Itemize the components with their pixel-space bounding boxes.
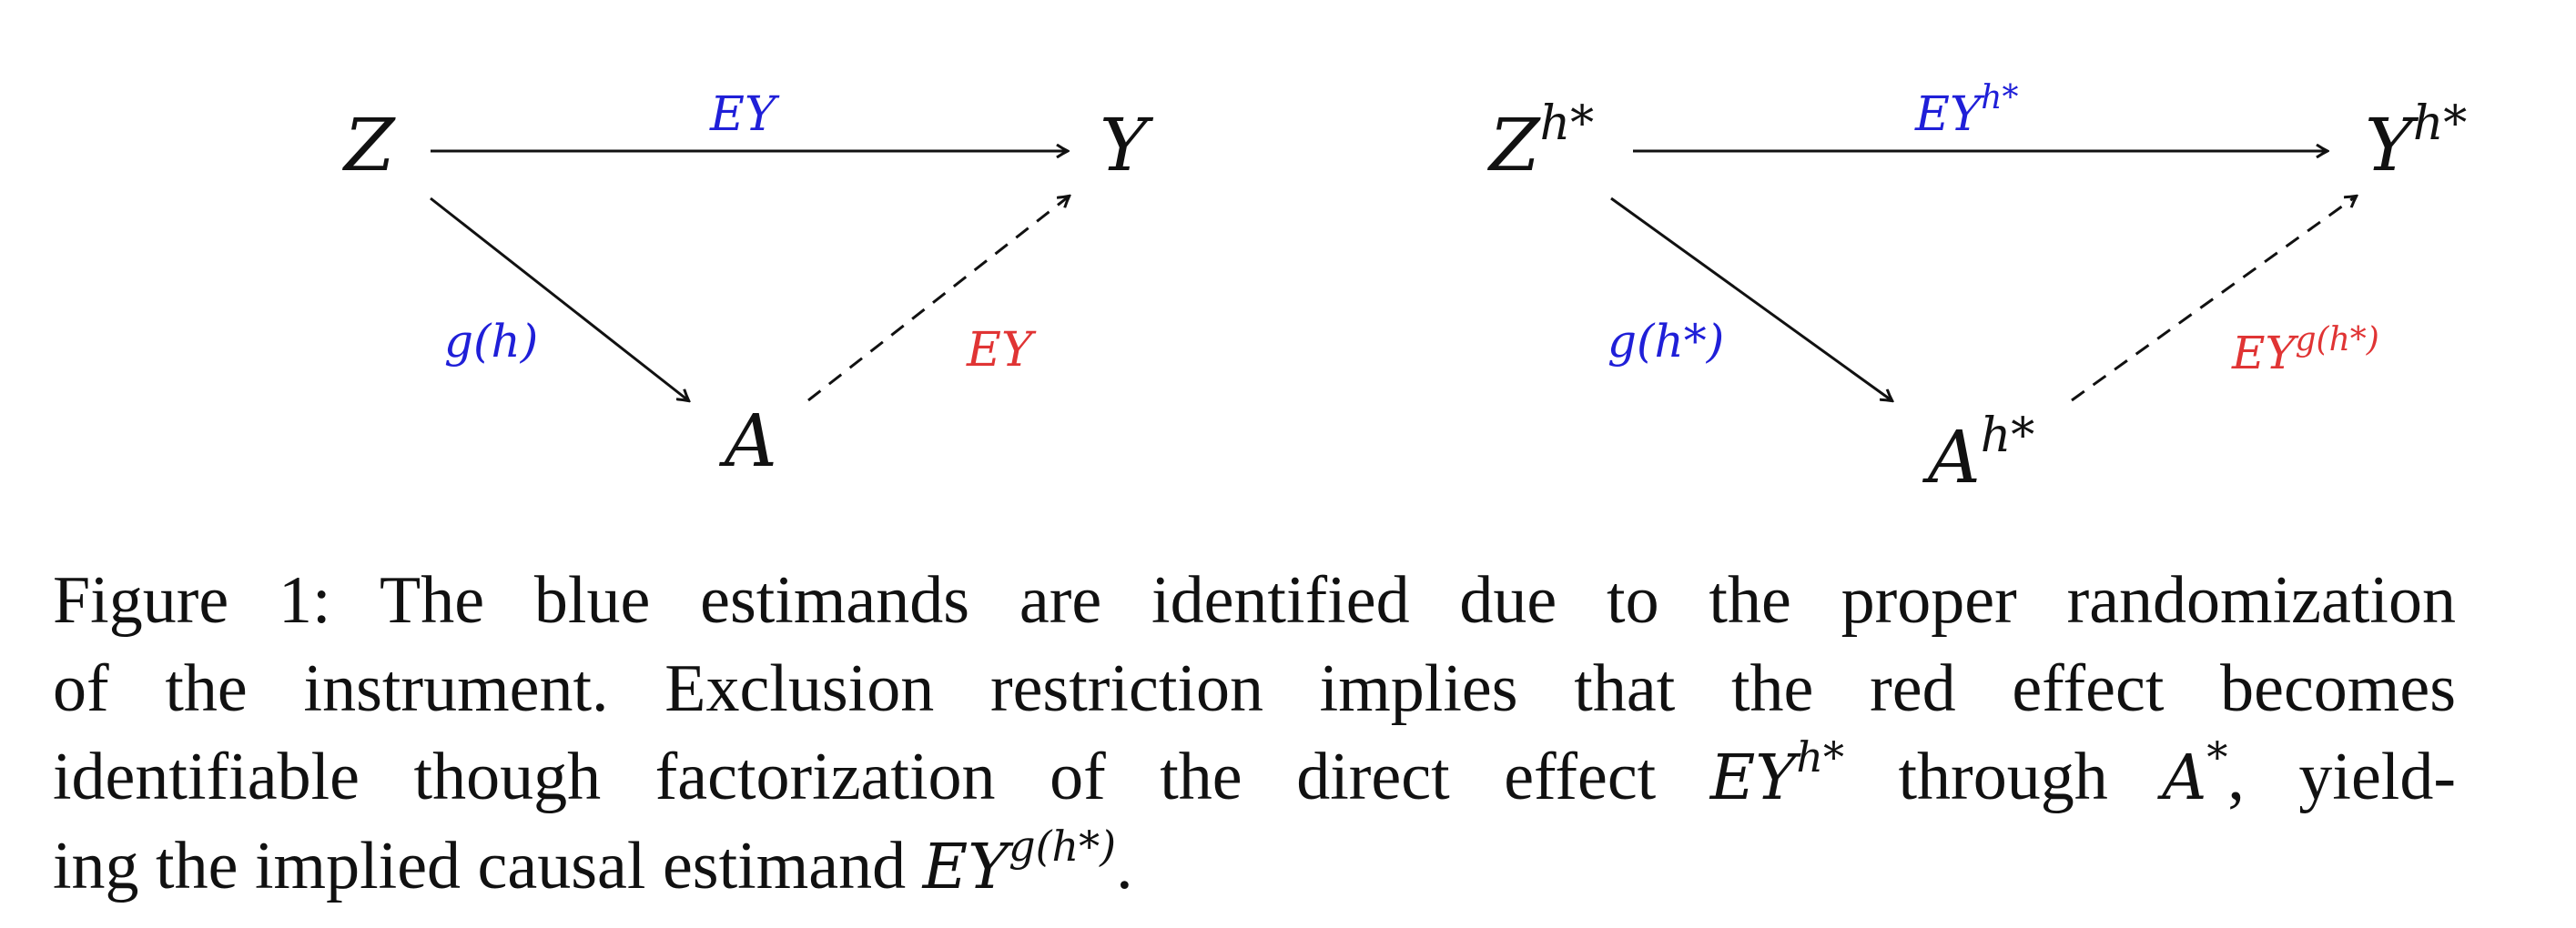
caption-text: through: [1843, 740, 2163, 814]
caption-line-4: [53, 822, 2456, 912]
label-z-y: EY: [710, 87, 776, 142]
node-z-hstar: $Z^{h*}$: [1489, 96, 1595, 187]
label-zh-ah: g(h*): [1607, 315, 1725, 368]
caption-text: ing the implied causal estimand: [53, 829, 923, 903]
node-y-hstar: $Y^{h*}$: [2365, 96, 2468, 187]
node-z: Z: [344, 103, 395, 187]
node-a-hstar: $A^{h*}$: [1928, 409, 2035, 499]
caption-line-2: of the instrument. Exclusion restriction implies that the red effect becomes: [53, 651, 2456, 726]
figure-caption: [53, 557, 2456, 912]
caption-text: , yield-: [2227, 740, 2457, 814]
node-y: Y: [1100, 103, 1148, 187]
right-diagram: [1486, 79, 2467, 499]
edge-z-to-a: [431, 198, 688, 400]
math-a-star: A*: [2162, 732, 2228, 814]
edge-ah-to-yh-dashed: [2072, 197, 2356, 400]
math-ey-g-hstar: $EY^{g(h*)}$: [922, 822, 1117, 903]
label-a-y: EY: [967, 323, 1033, 378]
label-zh-yh: $EY^{h*}$: [1915, 79, 2019, 142]
math-ey-hstar: $EY^{h*}$: [1709, 732, 1844, 814]
node-a: A: [725, 398, 777, 483]
caption-text: identifiable though factorization of the direct effect: [53, 740, 1710, 814]
caption-line-3: [53, 733, 2456, 822]
label-ah-yh: $EY^{g(h*)}$: [2232, 321, 2379, 379]
edge-zh-to-ah: [1611, 198, 1891, 400]
label-z-a: g(h): [444, 315, 539, 368]
caption-text: .: [1116, 829, 1133, 903]
left-diagram: [341, 87, 1154, 483]
caption-line-1: Figure 1: The blue estimands are identified due to the proper randomization: [53, 563, 2456, 638]
